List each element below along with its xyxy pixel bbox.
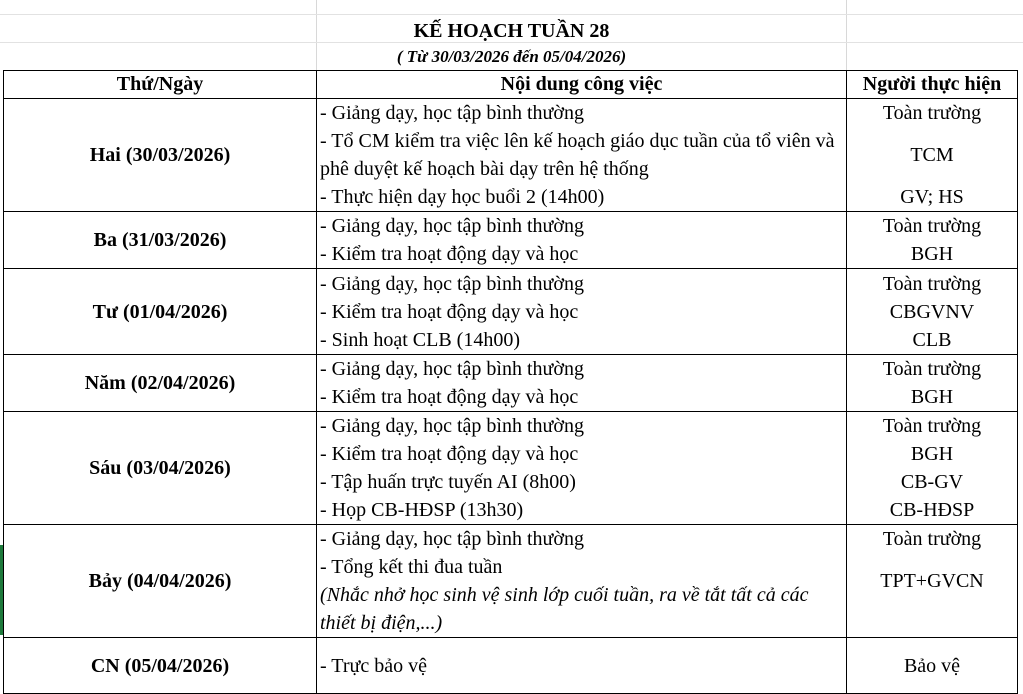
day-cell: Bảy (04/04/2026) bbox=[4, 525, 317, 638]
person-item: BGH bbox=[910, 443, 954, 465]
table-row-monday bbox=[4, 99, 1018, 212]
task-item: - Giảng dạy, học tập bình thường bbox=[320, 102, 584, 124]
task-item: - Trực bảo vệ bbox=[320, 654, 427, 677]
day-cell: CN (05/04/2026) bbox=[4, 638, 317, 694]
person-item: CB-GV bbox=[900, 471, 964, 493]
day-cell: Tư (01/04/2026) bbox=[4, 269, 317, 355]
person-cell bbox=[847, 525, 1018, 638]
task-item: - Tổ CM kiểm tra việc lên kế hoạch giáo dục tuần của tổ viên và phê duyệt kế hoạch bài dạy trên hệ thống bbox=[320, 130, 835, 180]
tasks-cell bbox=[317, 269, 847, 355]
tasks-cell bbox=[317, 525, 847, 638]
task-item: - Giảng dạy, học tập bình thường bbox=[320, 528, 584, 550]
day-cell: Năm (02/04/2026) bbox=[4, 355, 317, 412]
task-item: - Kiểm tra hoạt động dạy và học bbox=[320, 443, 579, 465]
task-item: - Sinh hoạt CLB (14h00) bbox=[320, 328, 520, 351]
person-item: GV; HS bbox=[900, 186, 964, 208]
person-item: Toàn trường bbox=[882, 528, 982, 550]
person-item: Toàn trường bbox=[882, 415, 982, 437]
task-item: - Kiểm tra hoạt động dạy và học bbox=[320, 243, 579, 265]
person-item: Toàn trường bbox=[882, 215, 982, 237]
person-cell bbox=[847, 355, 1018, 412]
task-item: - Kiểm tra hoạt động dạy và học bbox=[320, 386, 579, 408]
table-row-friday bbox=[4, 412, 1018, 525]
person-item: CB-HĐSP bbox=[889, 499, 975, 521]
tasks-cell bbox=[317, 638, 847, 694]
tasks-cell bbox=[317, 412, 847, 525]
weekly-plan-table bbox=[3, 70, 1018, 694]
person-item: Toàn trường bbox=[882, 358, 982, 380]
page-title: KẾ HOẠCH TUẦN 28 bbox=[413, 20, 610, 42]
person-item: CLB bbox=[912, 328, 952, 351]
task-item: - Giảng dạy, học tập bình thường bbox=[320, 415, 584, 437]
person-cell bbox=[847, 212, 1018, 269]
person-item: TPT+GVCN bbox=[880, 570, 984, 592]
task-item: - Tổng kết thi đua tuần bbox=[320, 556, 503, 578]
table-row-tuesday bbox=[4, 212, 1018, 269]
person-item: Toàn trường bbox=[882, 102, 982, 124]
task-note: (Nhắc nhở học sinh vệ sinh lớp cuối tuần, ra về tắt tất cả các thiết bị điện,...) bbox=[320, 584, 809, 634]
task-item: - Giảng dạy, học tập bình thường bbox=[320, 272, 584, 295]
table-row-thursday bbox=[4, 355, 1018, 412]
column-header-content: Nội dung công việc bbox=[317, 71, 847, 99]
column-header-day: Thứ/Ngày bbox=[4, 71, 317, 99]
table-row-wednesday bbox=[4, 269, 1018, 355]
day-cell: Ba (31/03/2026) bbox=[4, 212, 317, 269]
task-item: - Thực hiện dạy học buổi 2 (14h00) bbox=[320, 186, 605, 208]
task-item: - Tập huấn trực tuyến AI (8h00) bbox=[320, 471, 576, 493]
person-cell bbox=[847, 99, 1018, 212]
person-item: Bảo vệ bbox=[903, 654, 961, 677]
table-row-sunday bbox=[4, 638, 1018, 694]
person-cell bbox=[847, 412, 1018, 525]
day-cell: Hai (30/03/2026) bbox=[4, 99, 317, 212]
person-item: BGH bbox=[910, 243, 954, 265]
table-row-saturday bbox=[4, 525, 1018, 638]
task-item: - Họp CB-HĐSP (13h30) bbox=[320, 499, 524, 521]
tasks-cell bbox=[317, 99, 847, 212]
day-cell: Sáu (03/04/2026) bbox=[4, 412, 317, 525]
task-item: - Kiểm tra hoạt động dạy và học bbox=[320, 300, 579, 323]
task-item: - Giảng dạy, học tập bình thường bbox=[320, 358, 584, 380]
person-item: BGH bbox=[910, 386, 954, 408]
date-range-subtitle: ( Từ 30/03/2026 đến 05/04/2026) bbox=[396, 47, 627, 66]
task-item: - Giảng dạy, học tập bình thường bbox=[320, 215, 584, 237]
person-cell bbox=[847, 269, 1018, 355]
tasks-cell bbox=[317, 212, 847, 269]
header-row bbox=[4, 71, 1018, 99]
tasks-cell bbox=[317, 355, 847, 412]
person-item: TCM bbox=[910, 144, 954, 166]
sheet-gridline bbox=[0, 14, 1023, 15]
person-cell bbox=[847, 638, 1018, 694]
person-item: Toàn trường bbox=[882, 272, 982, 295]
person-item: CBGVNV bbox=[889, 300, 975, 323]
column-header-person: Người thực hiện bbox=[847, 71, 1018, 99]
